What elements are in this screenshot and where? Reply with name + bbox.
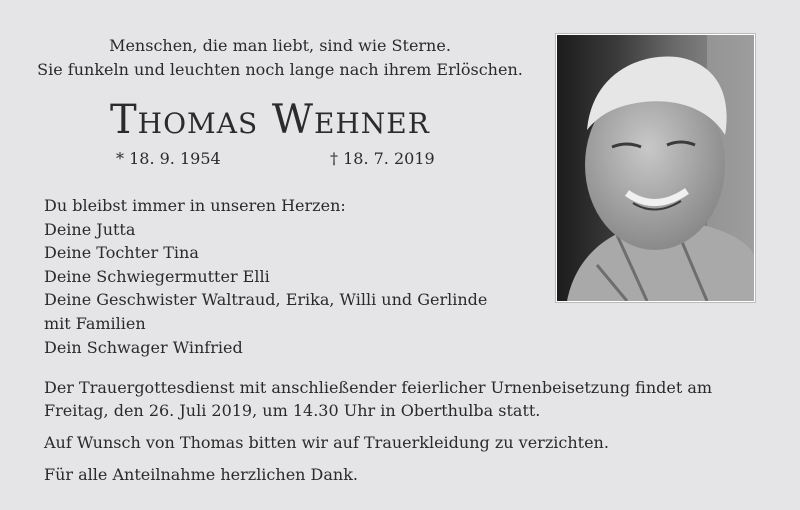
clothing-request: Auf Wunsch von Thomas bitten wir auf Trauerkleidung zu verzichten. bbox=[44, 433, 609, 452]
portrait-photo bbox=[556, 34, 755, 302]
quote-line: Sie funkeln und leuchten noch lange nach ihrem Erlöschen. bbox=[37, 60, 523, 79]
death-date: † 18. 7. 2019 bbox=[330, 149, 435, 168]
funeral-notice bbox=[44, 376, 774, 486]
mourner: mit Familien bbox=[44, 313, 146, 333]
mourner: Deine Geschwister Waltraud, Erika, Willi und Gerlinde bbox=[44, 290, 488, 310]
thanks: Für alle Anteilnahme herzlichen Dank. bbox=[44, 465, 358, 484]
deceased-name: Thomas Wehner bbox=[110, 97, 430, 143]
mourners-list bbox=[44, 194, 487, 359]
mourner: Deine Schwiegermutter Elli bbox=[44, 266, 270, 286]
birth-date: * 18. 9. 1954 bbox=[116, 149, 221, 168]
quote bbox=[0, 34, 560, 82]
service-details: Der Trauergottesdienst mit anschließender feierlicher Urnenbeisetzung findet am Freitag, den 26. Juli 2019, um 14.30 Uhr in Oberthulba statt. bbox=[44, 378, 713, 420]
mourners-intro: Du bleibst immer in unseren Herzen: bbox=[44, 196, 346, 215]
mourner: Deine Tochter Tina bbox=[44, 243, 199, 263]
quote-line: Menschen, die man liebt, sind wie Sterne. bbox=[109, 36, 451, 55]
mourner: Deine Jutta bbox=[44, 219, 136, 239]
mourner: Dein Schwager Winfried bbox=[44, 337, 243, 357]
